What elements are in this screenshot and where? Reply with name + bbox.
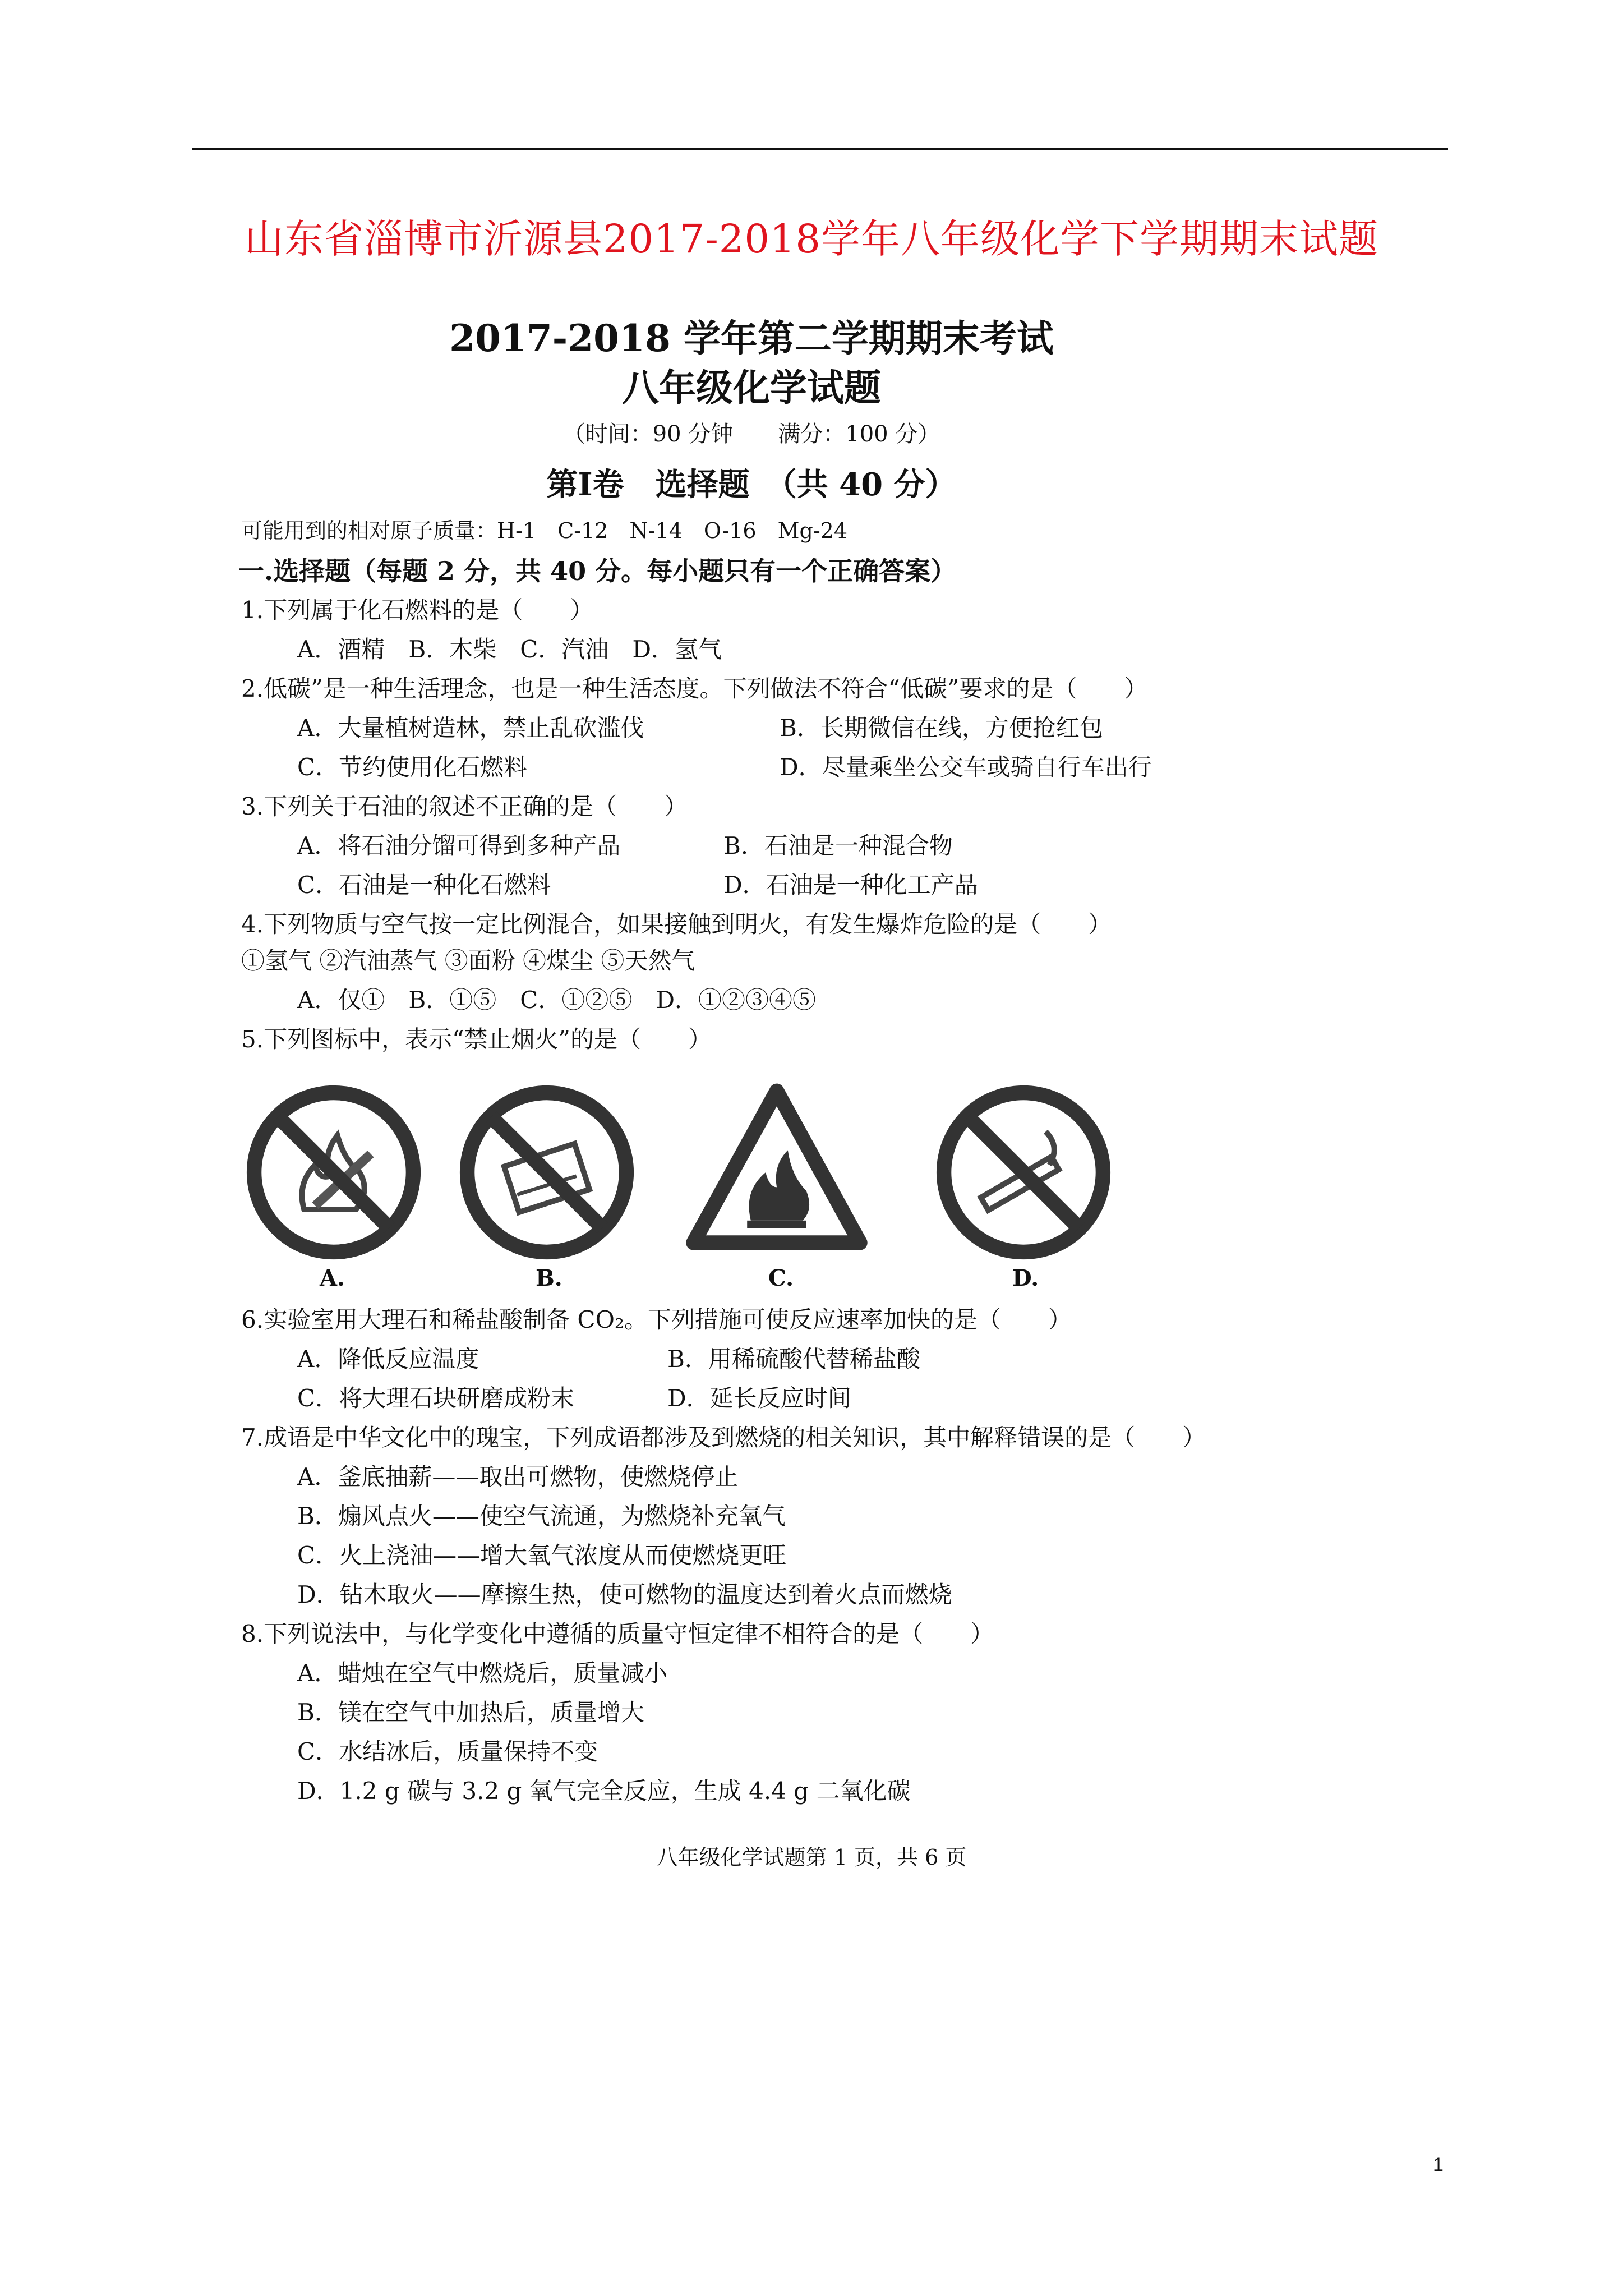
q6-stem: 6.实验室用大理石和稀盐酸制备 CO₂。下列措施可使反应速率加快的是（ ） — [241, 1306, 1072, 1333]
q2-option-a: A．大量植树造林，禁止乱砍滥伐 — [297, 714, 644, 742]
q2-option-d: D．尽量乘坐公交车或骑自行车出行 — [780, 753, 1152, 781]
q4-options: A．仅① B．①⑤ C．①②⑤ D．①②③④⑤ — [297, 986, 817, 1014]
part-heading: 一.选择题（每题 2 分，共 40 分。每小题只有一个正确答案） — [238, 556, 957, 586]
q5-label-c: C. — [768, 1265, 794, 1291]
q3-option-b: B．石油是一种混合物 — [723, 832, 953, 859]
q6-option-a: A．降低反应温度 — [297, 1345, 479, 1373]
top-rule — [192, 148, 1448, 150]
exam-title: 2017-2018 学年第二学期期末考试 — [449, 316, 1054, 360]
q5-label-d: D. — [1012, 1265, 1039, 1291]
q8-stem: 8.下列说法中，与化学变化中遵循的质量守恒定律不相符合的是（ ） — [241, 1620, 994, 1648]
q8-option-d: D．1.2 g 碳与 3.2 g 氧气完全反应，生成 4.4 g 二氧化碳 — [297, 1777, 911, 1805]
q1-stem: 1.下列属于化石燃料的是（ ） — [241, 596, 594, 624]
atomic-mass-note: 可能用到的相对原子质量：H-1 C-12 N-14 O-16 Mg-24 — [241, 518, 848, 543]
q7-option-a: A．釜底抽薪——取出可燃物，使燃烧停止 — [297, 1463, 739, 1490]
q8-option-a: A．蜡烛在空气中燃烧后，质量减小 — [297, 1659, 668, 1687]
page-footer: 八年级化学试题第 1 页，共 6 页 — [656, 1845, 967, 1870]
q1-options: A．酒精 B．木柴 C．汽油 D．氢气 — [297, 636, 722, 663]
scanned-exam-page — [191, 292, 1312, 1862]
flammable-warning-icon — [684, 1080, 869, 1265]
q4-stem: 4.下列物质与空气按一定比例混合，如果接触到明火，有发生爆炸危险的是（ ） — [241, 910, 1112, 938]
q8-option-b: B．镁在空气中加热后，质量增大 — [297, 1699, 644, 1726]
page-number: 1 — [1433, 2154, 1444, 2175]
q5-label-a: A. — [320, 1265, 345, 1291]
q6-option-c: C．将大理石块研磨成粉末 — [297, 1384, 575, 1412]
q7-option-b: B．煽风点火——使空气流通，为燃烧补充氧气 — [297, 1502, 786, 1530]
q3-option-d: D．石油是一种化工产品 — [723, 871, 978, 899]
q2-stem: 2.低碳”是一种生活理念，也是一种生活态度。下列做法不符合“低碳”要求的是（ ） — [241, 675, 1148, 702]
no-smoking-icon — [931, 1080, 1116, 1265]
q5-label-b: B. — [536, 1265, 562, 1291]
q7-stem: 7.成语是中华文化中的瑰宝，下列成语都涉及到燃烧的相关知识，其中解释错误的是（ ） — [241, 1424, 1206, 1451]
q5-stem: 5.下列图标中，表示“禁止烟火”的是（ ） — [241, 1025, 712, 1053]
no-matches-icon — [454, 1080, 639, 1265]
document-title: 山东省淄博市沂源县2017-2018学年八年级化学下学期期末试题 — [245, 216, 1378, 262]
q7-option-d: D．钻木取火——摩擦生热，使可燃物的温度达到着火点而燃烧 — [297, 1581, 952, 1608]
q6-option-b: B．用稀硫酸代替稀盐酸 — [667, 1345, 920, 1373]
no-open-flame-icon — [241, 1080, 426, 1265]
q2-option-b: B．长期微信在线，方便抢红包 — [780, 714, 1103, 742]
q6-option-d: D．延长反应时间 — [667, 1384, 851, 1412]
q3-option-c: C．石油是一种化石燃料 — [297, 871, 551, 899]
q2-option-c: C．节约使用化石燃料 — [297, 753, 528, 781]
q3-option-a: A．将石油分馏可得到多种产品 — [297, 832, 621, 859]
section-title: 第Ⅰ卷 选择题 （共 40 分） — [546, 466, 957, 503]
exam-subtitle: 八年级化学试题 — [622, 366, 881, 409]
q4-items: ①氢气 ②汽油蒸气 ③面粉 ④煤尘 ⑤天然气 — [241, 947, 695, 974]
q7-option-c: C．火上浇油——增大氧气浓度从而使燃烧更旺 — [297, 1542, 787, 1569]
exam-info: （时间：90 分钟 满分：100 分） — [562, 421, 940, 447]
q3-stem: 3.下列关于石油的叙述不正确的是（ ） — [241, 793, 688, 820]
q8-option-c: C．水结冰后，质量保持不变 — [297, 1738, 598, 1765]
